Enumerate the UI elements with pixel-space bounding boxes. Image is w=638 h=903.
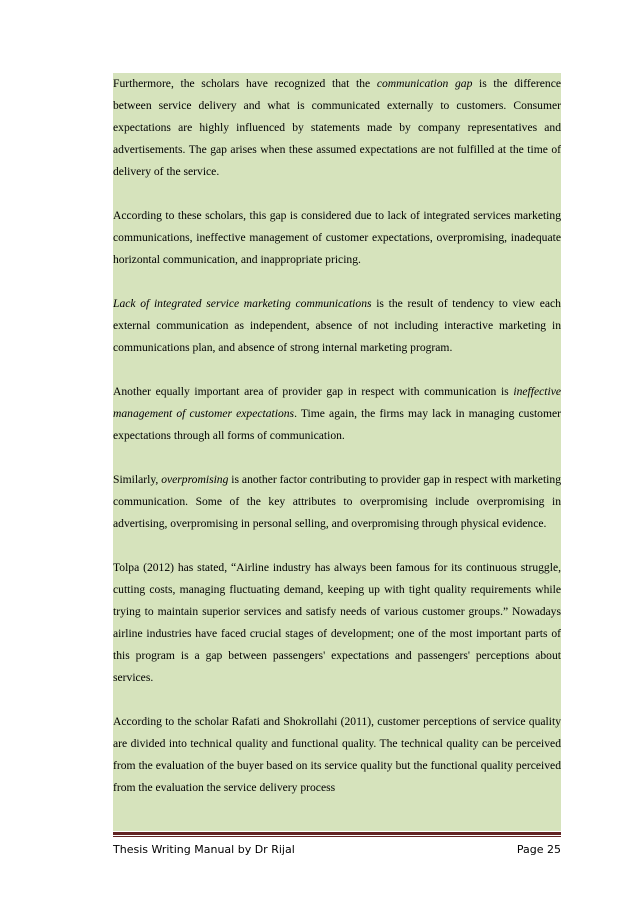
page-footer: [113, 843, 561, 856]
page-number: Page 25: [516, 843, 561, 856]
paragraph-integrated-communications: Lack of integrated service marketing communications is the result of tendency to view each external communication as independent, absence of not including interactive marketing in communications plan, and absence of strong internal marketing program.: [113, 297, 561, 354]
highlighted-text-block: [113, 73, 561, 831]
footer-rule-thick: [113, 832, 561, 835]
paragraph-tolpa-airline: Tolpa (2012) has stated, “Airline industry has always been famous for its continuous struggle, cutting costs, managing fluctuating demand, keeping up with tight quality requirements while trying to maintain superior services and satisfy needs of various customer groups.” Nowadays airline industries have faced crucial stages of development; one of the most important parts of this program is a gap between passengers' expectations and passengers' perceptions about services.: [113, 561, 561, 684]
paragraph-service-quality: According to the scholar Rafati and Shokrollahi (2011), customer perceptions of service quality are divided into technical quality and functional quality. The technical quality can be perceived from the evaluation of the buyer based on its service quality but the functional quality perceived from the evaluation the service delivery process: [113, 715, 561, 794]
paragraph-communication-gap: Furthermore, the scholars have recognized that the communication gap is the difference between service delivery and what is communicated externally to customers. Consumer expectations are highly influenced by statements made by company representatives and advertisements. The gap arises when these assumed expectations are not fulfilled at the time of delivery of the service.: [113, 77, 561, 178]
footer-title: Thesis Writing Manual by Dr Rijal: [113, 843, 295, 856]
paragraph-customer-expectations: Another equally important area of provider gap in respect with communication is ineffective management of customer expectations. Time again, the firms may lack in managing customer expectations through all forms of communication.: [113, 385, 561, 442]
footer-rule-thin: [113, 836, 561, 837]
paragraph-gap-causes: According to these scholars, this gap is considered due to lack of integrated services marketing communications, ineffective management of customer expectations, overpromising, inadequate horizontal communication, and inappropriate pricing.: [113, 209, 561, 266]
paragraph-overpromising: Similarly, overpromising is another factor contributing to provider gap in respect with marketing communication. Some of the key attributes to overpromising include overpromising in advertising, overpromising in personal selling, and overpromising through physical evidence.: [113, 473, 561, 530]
